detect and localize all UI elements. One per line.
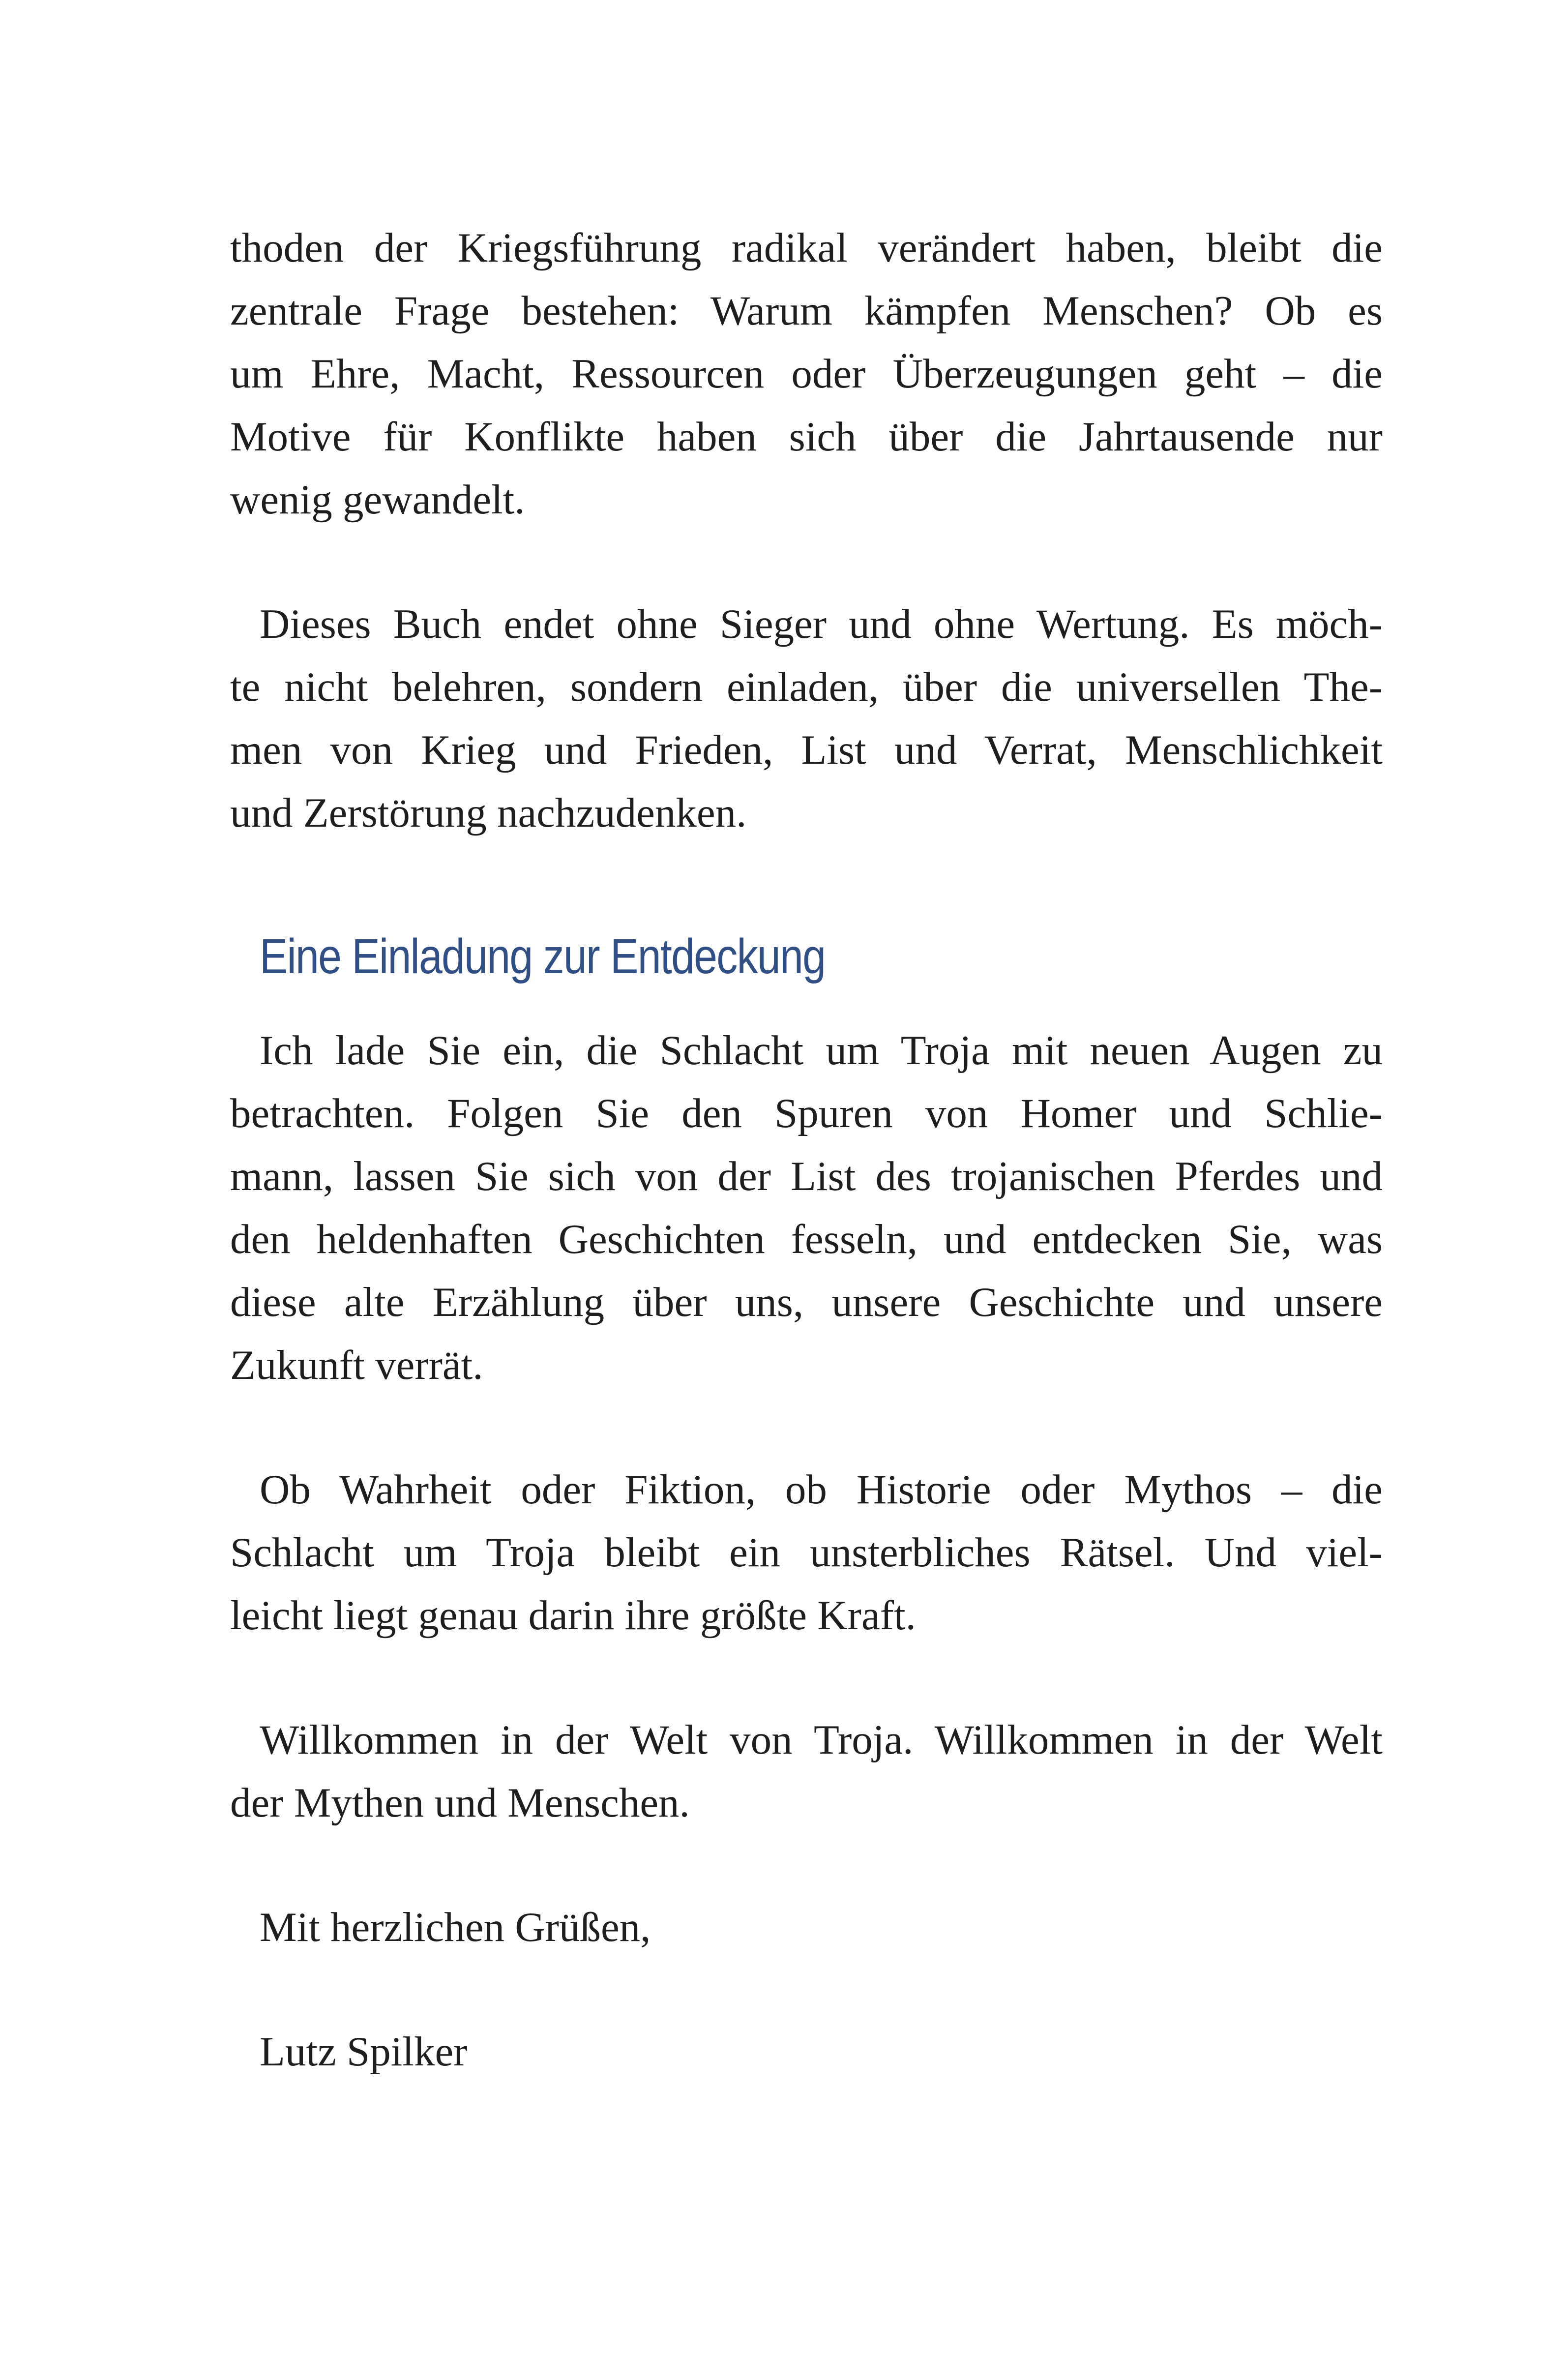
text-line: thoden der Kriegsführung radikal verändert haben, bleibt die [230,225,1383,271]
paragraph-spacer [230,1397,1383,1458]
text-line: den heldenhaften Geschichten fesseln, und entdecken Sie, was [230,1216,1383,1262]
paragraph-4 [230,1458,1383,1647]
section-heading: Eine Einladung zur Entdeckung [260,929,826,984]
author-signature: Lutz Spilker [260,2029,468,2075]
text-line: Ob Wahrheit oder Fiktion, ob Historie oder Mythos – die [260,1466,1383,1513]
text-line: zentrale Frage bestehen: Warum kämpfen Menschen? Ob es [230,288,1383,334]
page-body [230,216,1383,2083]
text-line: um Ehre, Macht, Ressourcen oder Überzeugungen geht – die [230,351,1383,397]
text-line: te nicht belehren, sondern einladen, über die universellen The- [230,664,1383,710]
text-line: Ich lade Sie ein, die Schlacht um Troja mit neuen Augen zu [260,1027,1383,1074]
text-line: wenig gewandelt. [230,477,525,523]
paragraph-5 [230,1708,1383,1834]
text-line: der Mythen und Menschen. [230,1780,690,1826]
paragraph-1 [230,216,1383,531]
text-line: diese alte Erzählung über uns, unsere Geschichte und unsere [230,1279,1383,1325]
text-line: betrachten. Folgen Sie den Spuren von Homer und Schlie- [230,1090,1383,1136]
text-line: men von Krieg und Frieden, List und Verrat, Menschlichkeit [230,727,1383,773]
text-line: Willkommen in der Welt von Troja. Willkommen in der Welt [260,1717,1383,1763]
paragraph-2 [230,593,1383,844]
text-line: Dieses Buch endet ohne Sieger und ohne Wertung. Es möch- [260,601,1383,647]
text-line: Motive für Konflikte haben sich über die Jahrtausende nur [230,414,1383,460]
text-line: Zukunft verrät. [230,1342,483,1388]
text-line: und Zerstörung nachzudenken. [230,790,747,836]
text-line: Schlacht um Troja bleibt ein unsterbliches Rätsel. Und viel- [230,1529,1383,1576]
paragraph-spacer [230,1647,1383,1708]
text-line: leicht liegt genau darin ihre größte Kraft. [230,1592,916,1639]
paragraph-spacer [230,1834,1383,1896]
paragraph-spacer [230,1959,1383,2020]
text-line: mann, lassen Sie sich von der List des trojanischen Pferdes und [230,1153,1383,1199]
paragraph-3 [230,1019,1383,1397]
closing-greeting: Mit herzlichen Grüßen, [260,1904,651,1950]
paragraph-spacer [230,531,1383,593]
